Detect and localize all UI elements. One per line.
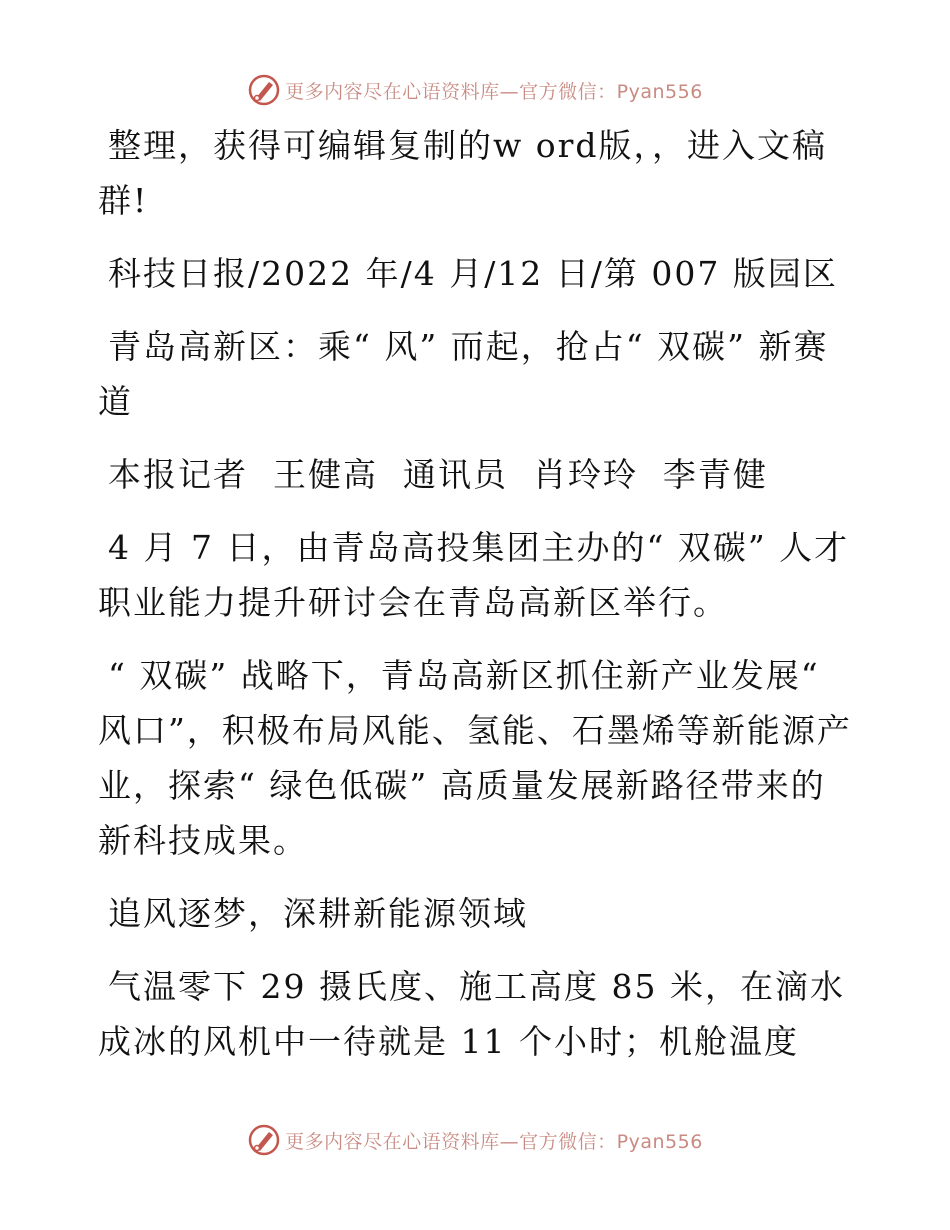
paragraph-intro: 整理，获得可编辑复制的w ord版，，进入文稿群! bbox=[98, 126, 828, 220]
header-watermark bbox=[0, 70, 950, 110]
pen-logo-icon bbox=[247, 1123, 281, 1157]
article-title: 青岛高新区：乘“ 风” 而起，抢占“ 双碳” 新赛道 bbox=[98, 327, 829, 421]
section-heading: 追风逐梦，深耕新能源领域 bbox=[108, 894, 528, 933]
footer-watermark bbox=[0, 1120, 950, 1160]
paragraph-lead: 4 月 7 日，由青岛高投集团主办的“ 双碳” 人才职业能力提升研讨会在青岛高新区举行。 bbox=[98, 528, 850, 622]
footer-watermark-text: 更多内容尽在心语资料库—官方微信：Pyan556 bbox=[285, 1130, 703, 1153]
pen-logo-icon bbox=[247, 73, 281, 107]
document-body bbox=[98, 118, 858, 1087]
paragraph-body: 气温零下 29 摄氏度、施工高度 85 米，在滴水成冰的风机中一待就是 11 个小时；机舱温度 bbox=[98, 967, 845, 1061]
paragraph-source: 科技日报/2022 年/4 月/12 日/第 007 版园区 bbox=[108, 254, 838, 293]
header-watermark-text: 更多内容尽在心语资料库—官方微信：Pyan556 bbox=[285, 80, 703, 103]
paragraph-strategy: “ 双碳” 战略下，青岛高新区抓住新产业发展“ 风口”，积极布局风能、氢能、石墨烯等新能源产业，探索“ 绿色低碳” 高质量发展新路径带来的新科技成果。 bbox=[98, 656, 852, 860]
article-byline: 本报记者 王健高 通讯员 肖玲玲 李青健 bbox=[108, 455, 768, 494]
